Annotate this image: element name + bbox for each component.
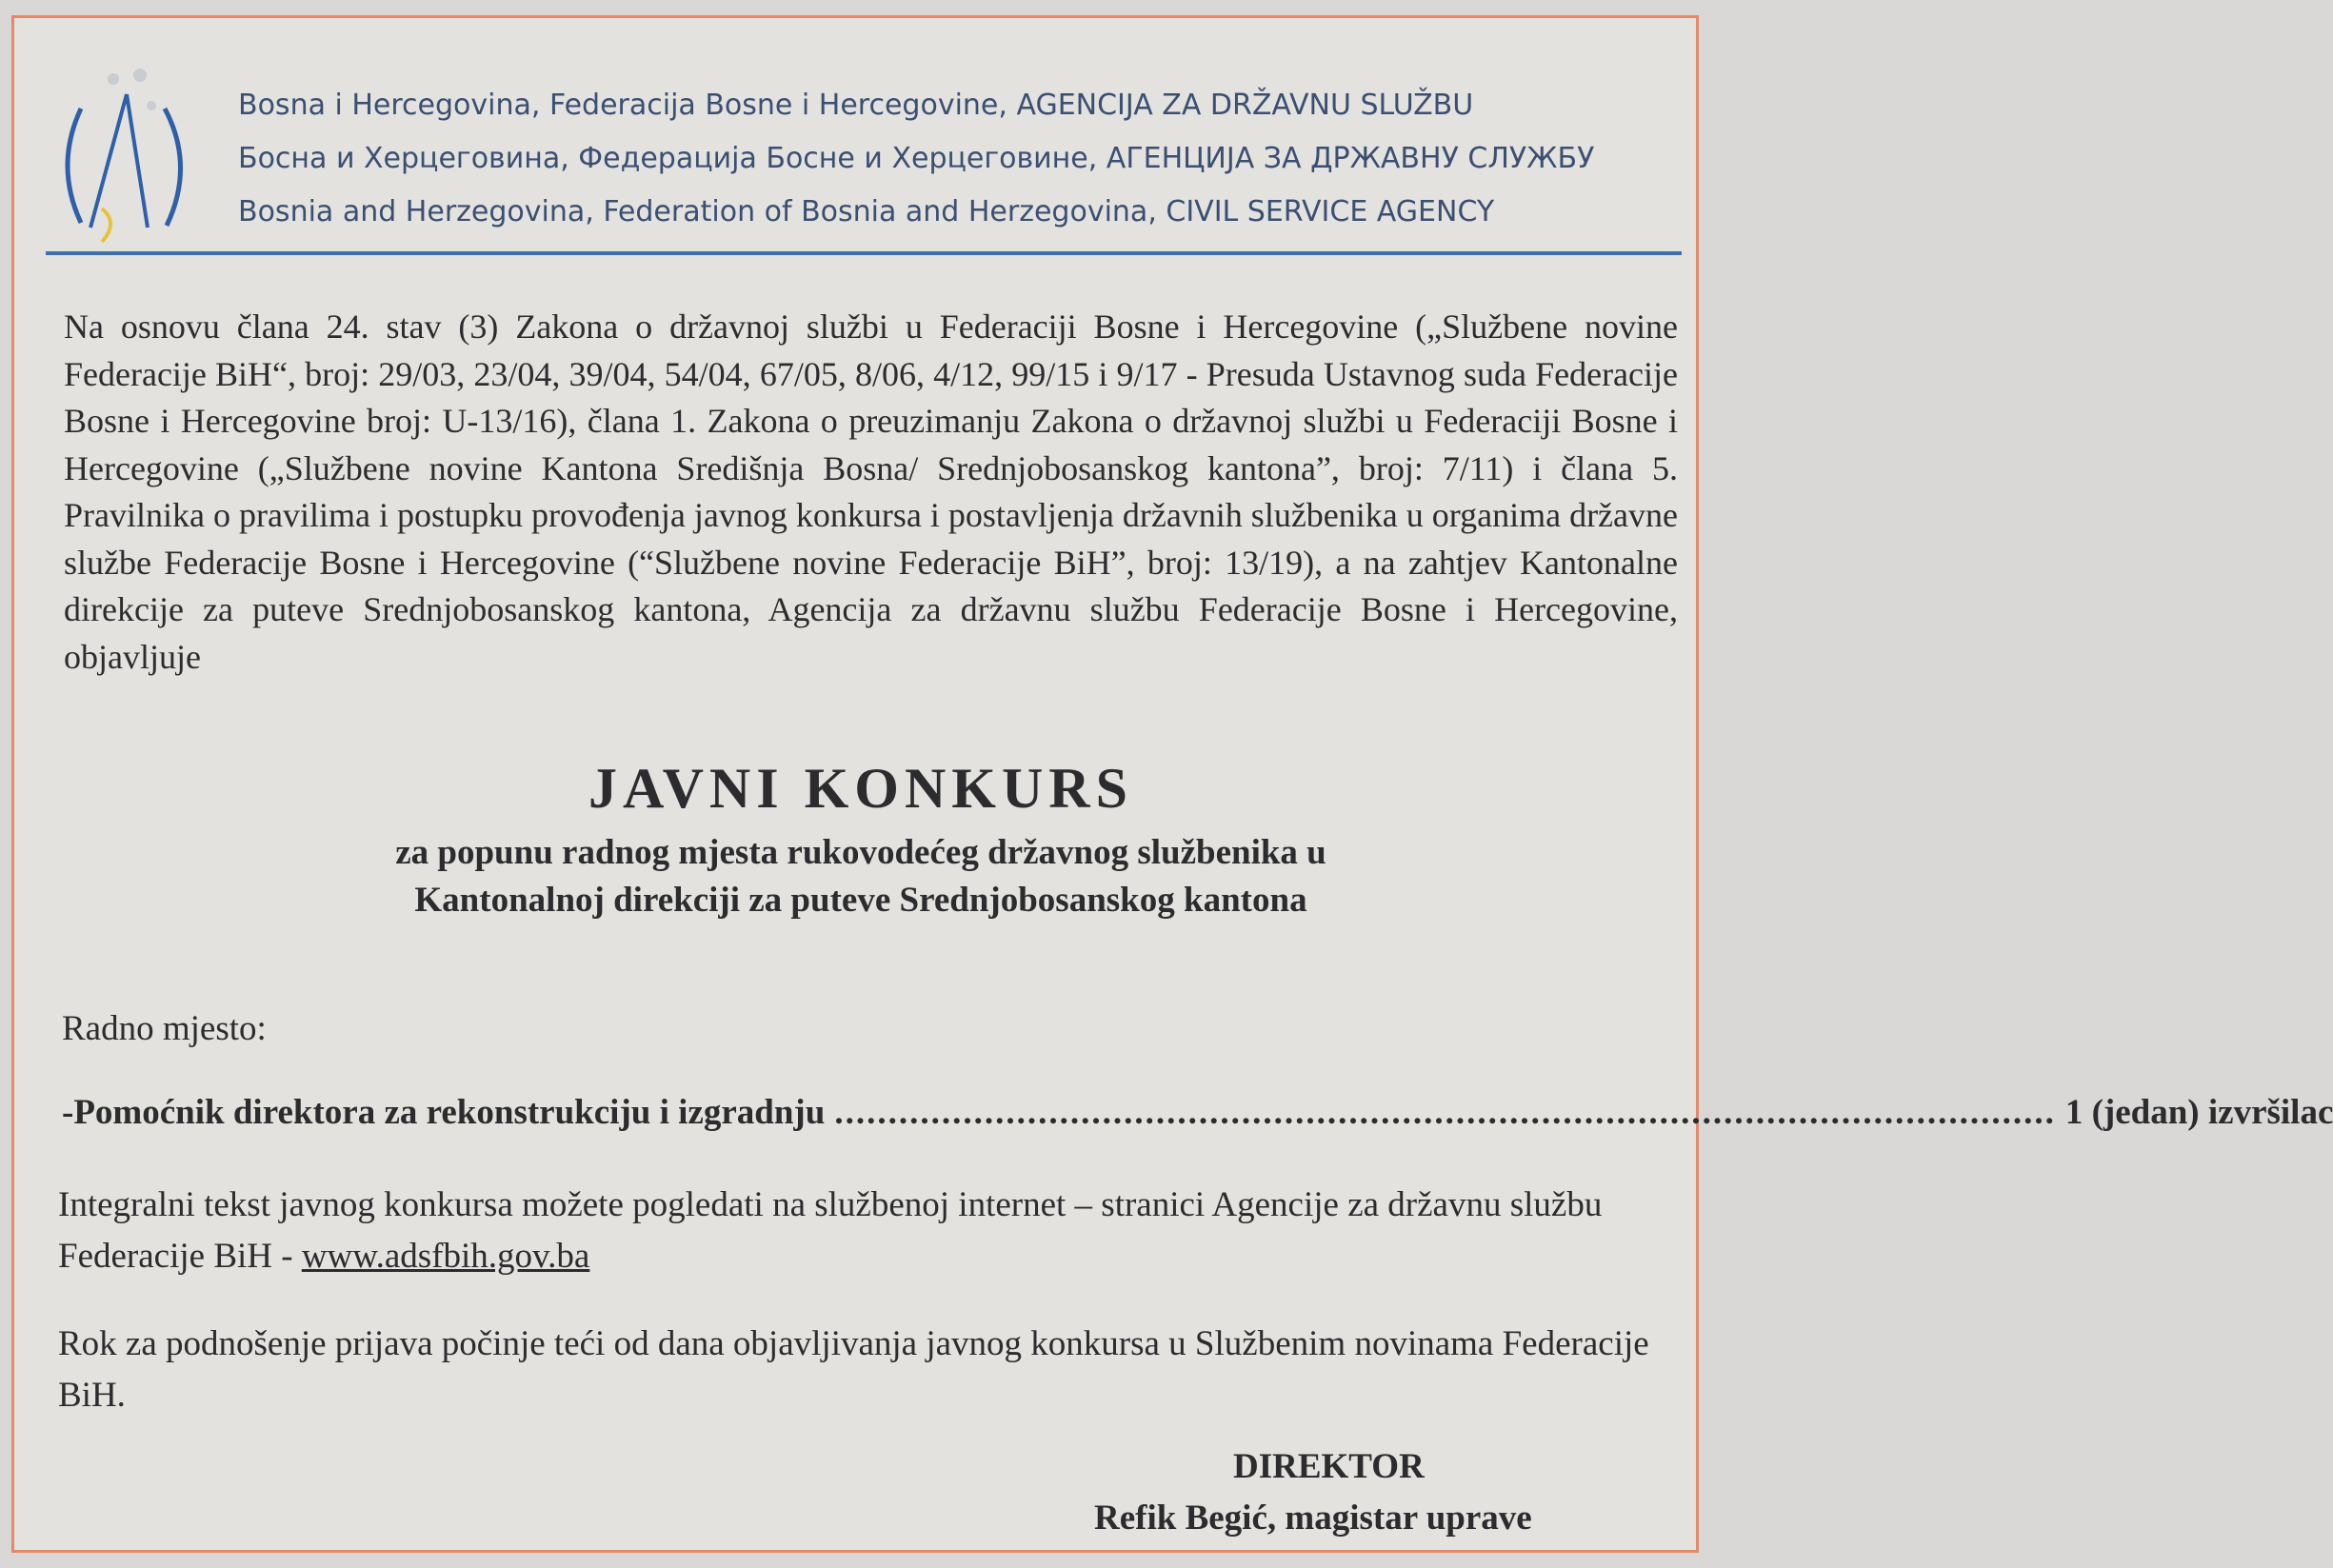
subtitle-line-1: za popunu radnog mjesta rukovodećeg državnog službenika u (395, 833, 1326, 872)
deadline-paragraph: Rok za podnošenje prijava počinje teći od dana objavljivanja javnog konkursa u Službenim novinama Federacije BiH. (58, 1324, 1649, 1415)
agency-name-lines (238, 79, 1666, 239)
subtitle-line-2: Kantonalnoj direkciji za puteve Srednjobosanskog kantona (414, 881, 1307, 920)
announcement-frame (11, 15, 2333, 1553)
position-name: Pomoćnik direktora za rekonstrukciju i izgradnju (73, 1093, 826, 1132)
agency-name-cyrillic: Босна и Херцеговина, Федерација Босне и Херцеговине, АГЕНЦИЈА ЗА ДРЖАВНУ СЛУЖБУ (238, 142, 1595, 175)
agency-header (52, 56, 1681, 264)
position-bullet: - (62, 1093, 74, 1132)
position-count: 1 (jedan) izvršilac (2064, 1093, 2333, 1132)
legal-basis-paragraph: Na osnovu člana 24. stav (3) Zakona o državnoj službi u Federaciji Bosne i Hercegovine („Službene novine Federacije BiH“, broj: 29/03, 23/04, 39/04, 54/04, 67/05, 8/06, 4/12, 99/15 i 9/17 - Presuda Ustavnog suda Federacije Bosne i Hercegovine broj: U-13/16), člana 1. Zakona o preuzimanju Zakona o državnoj službi u Federaciji Bosne i Hercegovine („Službene novine Kantona Središnja Bosna/ Srednjobosanskog kantona”, broj: 7/11) i člana 5. Pravilnika o pravilima i postupku provođenja javnog konkursa i postavljenja državnih službenika u organima državne službe Federacije Bosne i Hercegovine (“Službene novine Federacije BiH”, broj: 13/19), a na zahtjev Kantonalne direkcije za puteve Srednjobosanskog kantona, Agencija za državnu službu Federacije Bosne i Hercegovine, objavljuje (64, 308, 1678, 676)
announcement-subtitle (14, 829, 1707, 924)
agency-logo-icon (52, 66, 214, 247)
agency-name-english: Bosnia and Herzegovina, Federation of Bosnia and Herzegovina, CIVIL SERVICE AGENCY (238, 195, 1495, 228)
integral-text-paragraph (58, 1180, 1685, 1282)
position-item (62, 1092, 2333, 1133)
agency-name-latin: Bosna i Hercegovina, Federacija Bosne i Hercegovine, AGENCIJA ZA DRŽAVNU SLUŽBU (238, 89, 1474, 122)
header-divider (46, 251, 1682, 255)
integral-text: Integralni tekst javnog konkursa možete pogledati na službenoj internet – stranici Agencije za državnu službu Federacije BiH - (58, 1185, 1603, 1276)
agency-website-link[interactable]: www.adsfbih.gov.ba (301, 1237, 590, 1276)
signature-name: Refik Begić, magistar uprave (1094, 1499, 1532, 1538)
announcement-title: JAVNI KONKURS (588, 757, 1133, 820)
signature-title: DIREKTOR (1233, 1447, 1425, 1486)
position-leader-dots: .................................................................................................................. (834, 1093, 2056, 1132)
position-label: Radno mjesto: (62, 1009, 267, 1048)
signature-block (967, 1441, 1728, 1544)
